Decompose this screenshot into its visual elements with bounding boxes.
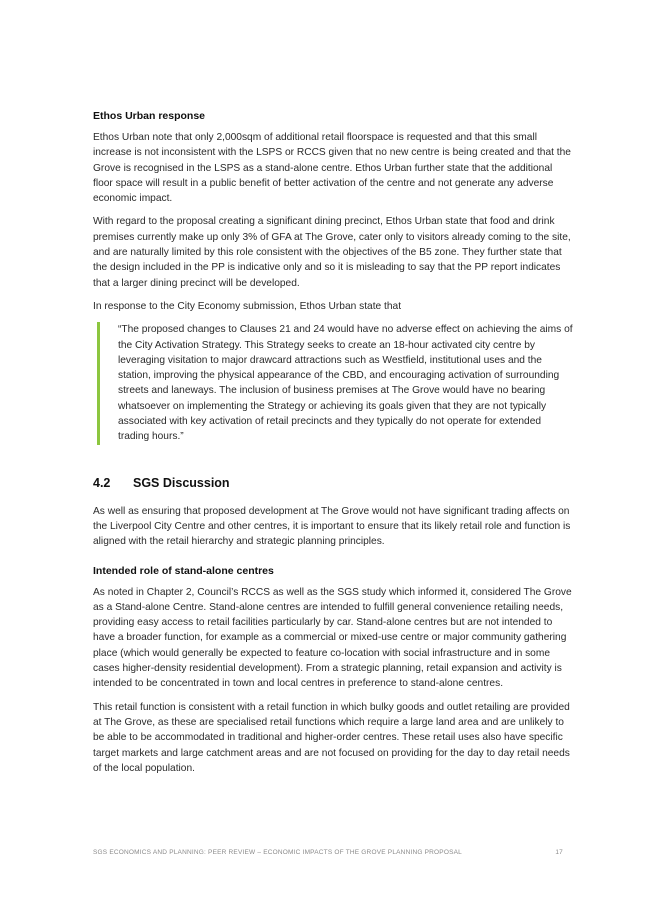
section-number: 4.2	[93, 475, 111, 490]
section-heading	[93, 475, 573, 492]
section-title: SGS Discussion	[133, 475, 230, 490]
page-content	[93, 109, 573, 784]
ethos-paragraph-3: In response to the City Economy submission, Ethos Urban state that	[93, 300, 402, 312]
ethos-paragraph-1: Ethos Urban note that only 2,000sqm of additional retail floorspace is requested and that this small increase is not inconsistent with the LSPS or RCCS given that no new centre is being created and that the Grove is recognised in the LSPS as a stand-alone centre. Ethos Urban further state that the additional floor space will result in a public benefit of better activation of the centre and not generate any adverse economic impact.	[93, 132, 571, 205]
section-paragraph-2: As noted in Chapter 2, Council’s RCCS as well as the SGS study which informed it, considered The Grove as a Stand-alone Centre. Stand-alone centres are intended to fulfill general convenience retailing needs, providing easy access to retail facilities particularly by car. Stand-alone centres but are not intended to have a broader function, for example as a commercial or mixed-use centre or major community gathering place (which would generally be expected to feature co-location with social infrastructure and in some cases higher-density residential development). From a strategic planning, retail expansion and activity is intended to be concentrated in town and local centres in preference to stand-alone centres.	[93, 586, 572, 690]
ethos-paragraph-2: With regard to the proposal creating a significant dining precinct, Ethos Urban state that food and drink premises currently make up only 3% of GFA at The Grove, cater only to visitors already coming to the site, and are naturally limited by this role consistent with the objectives of the B5 zone. They further state that the design included in the PP is indicative only and so it is misleading to say that the PP report indicates that a larger dining precinct will be developed.	[93, 216, 571, 289]
section-paragraph-3: This retail function is consistent with a retail function in which bulky goods and outlet retailing are provided at The Grove, as these are specialised retail functions which require a large land area and are unlikely to be able to be accommodated in traditional and higher-order centres. These retail uses also have specific target markets and large catchment areas and are not focused on providing for the day to day retail needs of the local population.	[93, 701, 570, 774]
section-paragraph-1: As well as ensuring that proposed development at The Grove would not have significant trading affects on the Liverpool City Centre and other centres, it is important to ensure that its likely retail role and function is aligned with the retail hierarchy and strategic planning principles.	[93, 505, 571, 548]
page-number: 17	[555, 849, 563, 856]
ethos-response-heading: Ethos Urban response	[93, 110, 206, 122]
ethos-blockquote: “The proposed changes to Clauses 21 and 24 would have no adverse effect on achieving the aims of the City Activation Strategy. This Strategy seeks to create an 18-hour activated city centre by leveraging visitation to major drawcard attractions such as Westfield, institutional uses and the station, improving the physical appearance of the CBD, and encouraging activation of surrounding streets and laneways. The inclusion of business premises at The Grove would have no bearing whatsoever on implementing the Strategy or achieving its goals given that they are not typically associated with key activation of retail precincts and they typically do not operate for extended trading hours.”	[97, 322, 573, 444]
footer-title: SGS ECONOMICS AND PLANNING: PEER REVIEW – ECONOMIC IMPACTS OF THE GROVE PLANNING PROPOSAL	[93, 849, 462, 856]
page-footer	[93, 849, 563, 856]
standalone-centres-subheading: Intended role of stand-alone centres	[93, 564, 274, 577]
